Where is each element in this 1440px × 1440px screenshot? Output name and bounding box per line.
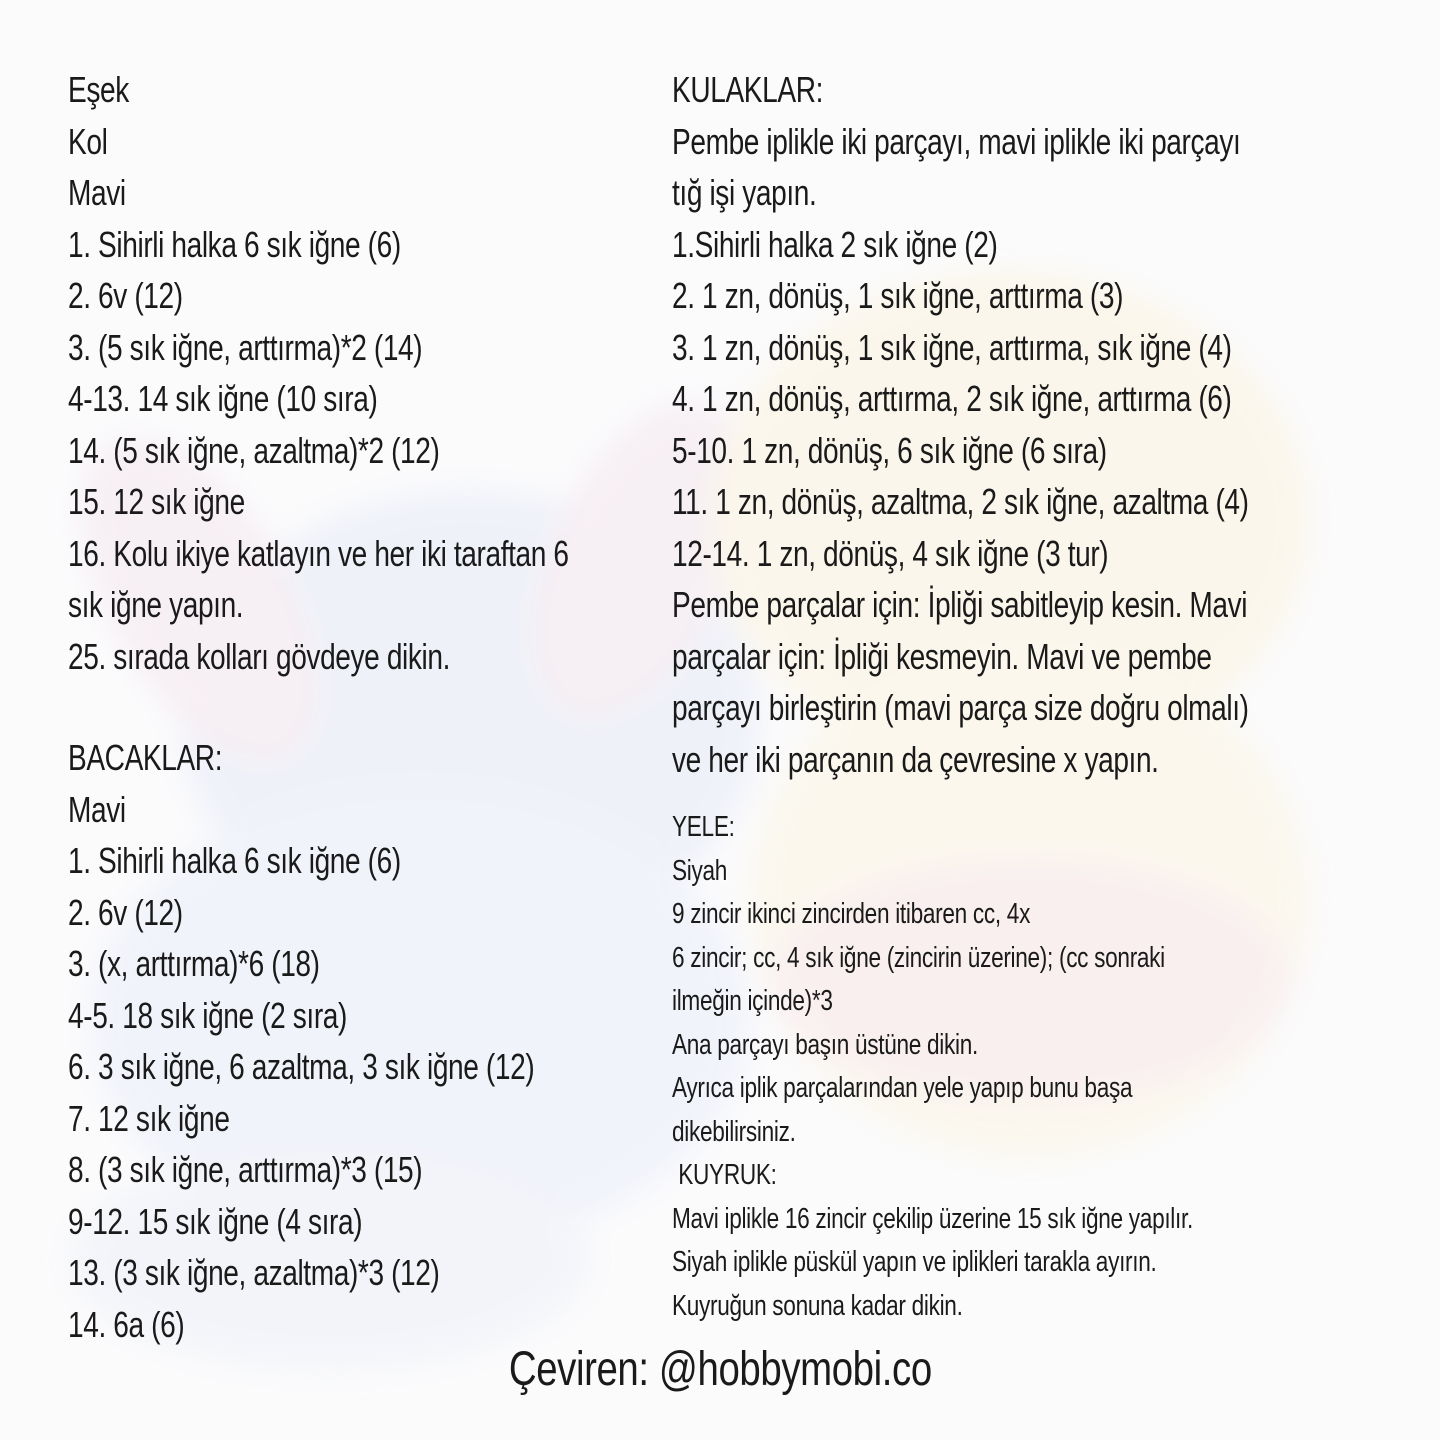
ears-line: 1.Sihirli halka 2 sık iğne (2) xyxy=(672,223,998,265)
ears-line: parçalar için: İpliği kesmeyin. Mavi ve pembe xyxy=(672,635,1212,677)
ears-line: 12-14. 1 zn, dönüş, 4 sık iğne (3 tur) xyxy=(672,532,1109,574)
legs-step: 6. 3 sık iğne, 6 azaltma, 3 sık iğne (12) xyxy=(68,1046,535,1087)
right-column-mane-tail xyxy=(672,806,1392,1328)
arm-step: 15. 12 sık iğne xyxy=(68,481,245,522)
arm-color: Mavi xyxy=(68,172,126,213)
tail-line: Mavi iplikle 16 zincir çekilip üzerine 15 sık iğne yapılır. xyxy=(672,1202,1193,1235)
ears-line: parçayı birleştirin (mavi parça size doğru olmalı) xyxy=(672,687,1249,728)
arm-step: 1. Sihirli halka 6 sık iğne (6) xyxy=(68,223,401,265)
arm-step: 16. Kolu ikiye katlayın ve her iki taraftan 6 xyxy=(68,532,569,574)
mane-line: ilmeğin içinde)*3 xyxy=(672,985,833,1017)
legs-step: 3. (x, arttırma)*6 (18) xyxy=(68,943,320,984)
arm-step: 14. (5 sık iğne, azaltma)*2 (12) xyxy=(68,429,440,471)
tail-line: Siyah iplikle püskül yapın ve iplikleri tarakla ayırın. xyxy=(672,1246,1157,1278)
arm-step: 3. (5 sık iğne, arttırma)*2 (14) xyxy=(68,326,423,368)
right-column-ears xyxy=(672,64,1392,785)
arm-step: 2. 6v (12) xyxy=(68,275,183,316)
legs-step: 4-5. 18 sık iğne (2 sıra) xyxy=(68,994,347,1036)
pattern-title: Eşek xyxy=(68,69,129,110)
ears-line: 5-10. 1 zn, dönüş, 6 sık iğne (6 sıra) xyxy=(672,429,1107,471)
legs-step: 13. (3 sık iğne, azaltma)*3 (12) xyxy=(68,1252,440,1293)
mane-line: Ayrıca iplik parçalarından yele yapıp bunu başa xyxy=(672,1072,1133,1104)
arm-step: 25. sırada kolları gövdeye dikin. xyxy=(68,635,451,677)
tail-line: Kuyruğun sonuna kadar dikin. xyxy=(672,1289,963,1322)
footer-credit xyxy=(0,1340,1440,1400)
arm-step: 4-13. 14 sık iğne (10 sıra) xyxy=(68,378,378,419)
legs-step: 9-12. 15 sık iğne (4 sıra) xyxy=(68,1200,363,1242)
arm-step: sık iğne yapın. xyxy=(68,584,244,625)
translator-credit: Çeviren: @hobbymobi.co xyxy=(508,1343,932,1396)
mane-color: Siyah xyxy=(672,854,728,887)
legs-step: 14. 6a (6) xyxy=(68,1303,185,1345)
mane-line: 9 zincir ikinci zincirden itibaren cc, 4x xyxy=(672,898,1031,930)
ears-line: 11. 1 zn, dönüş, azaltma, 2 sık iğne, azaltma (4) xyxy=(672,481,1249,522)
ears-line: Pembe iplikle iki parçayı, mavi iplikle iki parçayı xyxy=(672,120,1241,162)
mane-heading: YELE: xyxy=(672,811,735,843)
ears-line: 4. 1 zn, dönüş, arttırma, 2 sık iğne, arttırma (6) xyxy=(672,378,1232,419)
tail-heading: KUYRUK: xyxy=(678,1159,777,1191)
legs-step: 8. (3 sık iğne, arttırma)*3 (15) xyxy=(68,1149,423,1190)
mane-line: 6 zincir; cc, 4 sık iğne (zincirin üzerine); (cc sonraki xyxy=(672,941,1165,974)
legs-step: 2. 6v (12) xyxy=(68,891,183,933)
legs-step: 1. Sihirli halka 6 sık iğne (6) xyxy=(68,840,401,881)
ears-heading: KULAKLAR: xyxy=(672,69,824,110)
legs-step: 7. 12 sık iğne xyxy=(68,1097,230,1139)
ears-line: 2. 1 zn, dönüş, 1 sık iğne, arttırma (3) xyxy=(672,275,1124,316)
mane-line: Ana parçayı başın üstüne dikin. xyxy=(672,1028,978,1061)
ears-line: Pembe parçalar için: İpliği sabitleyip kesin. Mavi xyxy=(672,584,1248,625)
mane-line: dikebilirsiniz. xyxy=(672,1115,796,1148)
left-column xyxy=(68,64,658,1350)
legs-heading: BACAKLAR: xyxy=(68,737,223,778)
ears-line: 3. 1 zn, dönüş, 1 sık iğne, arttırma, sık iğne (4) xyxy=(672,326,1232,368)
arm-heading: Kol xyxy=(68,120,108,162)
ears-line: tığ işi yapın. xyxy=(672,172,817,213)
section-spacer xyxy=(68,682,658,732)
ears-line: ve her iki parçanın da çevresine x yapın. xyxy=(672,738,1159,780)
legs-color: Mavi xyxy=(68,788,126,830)
